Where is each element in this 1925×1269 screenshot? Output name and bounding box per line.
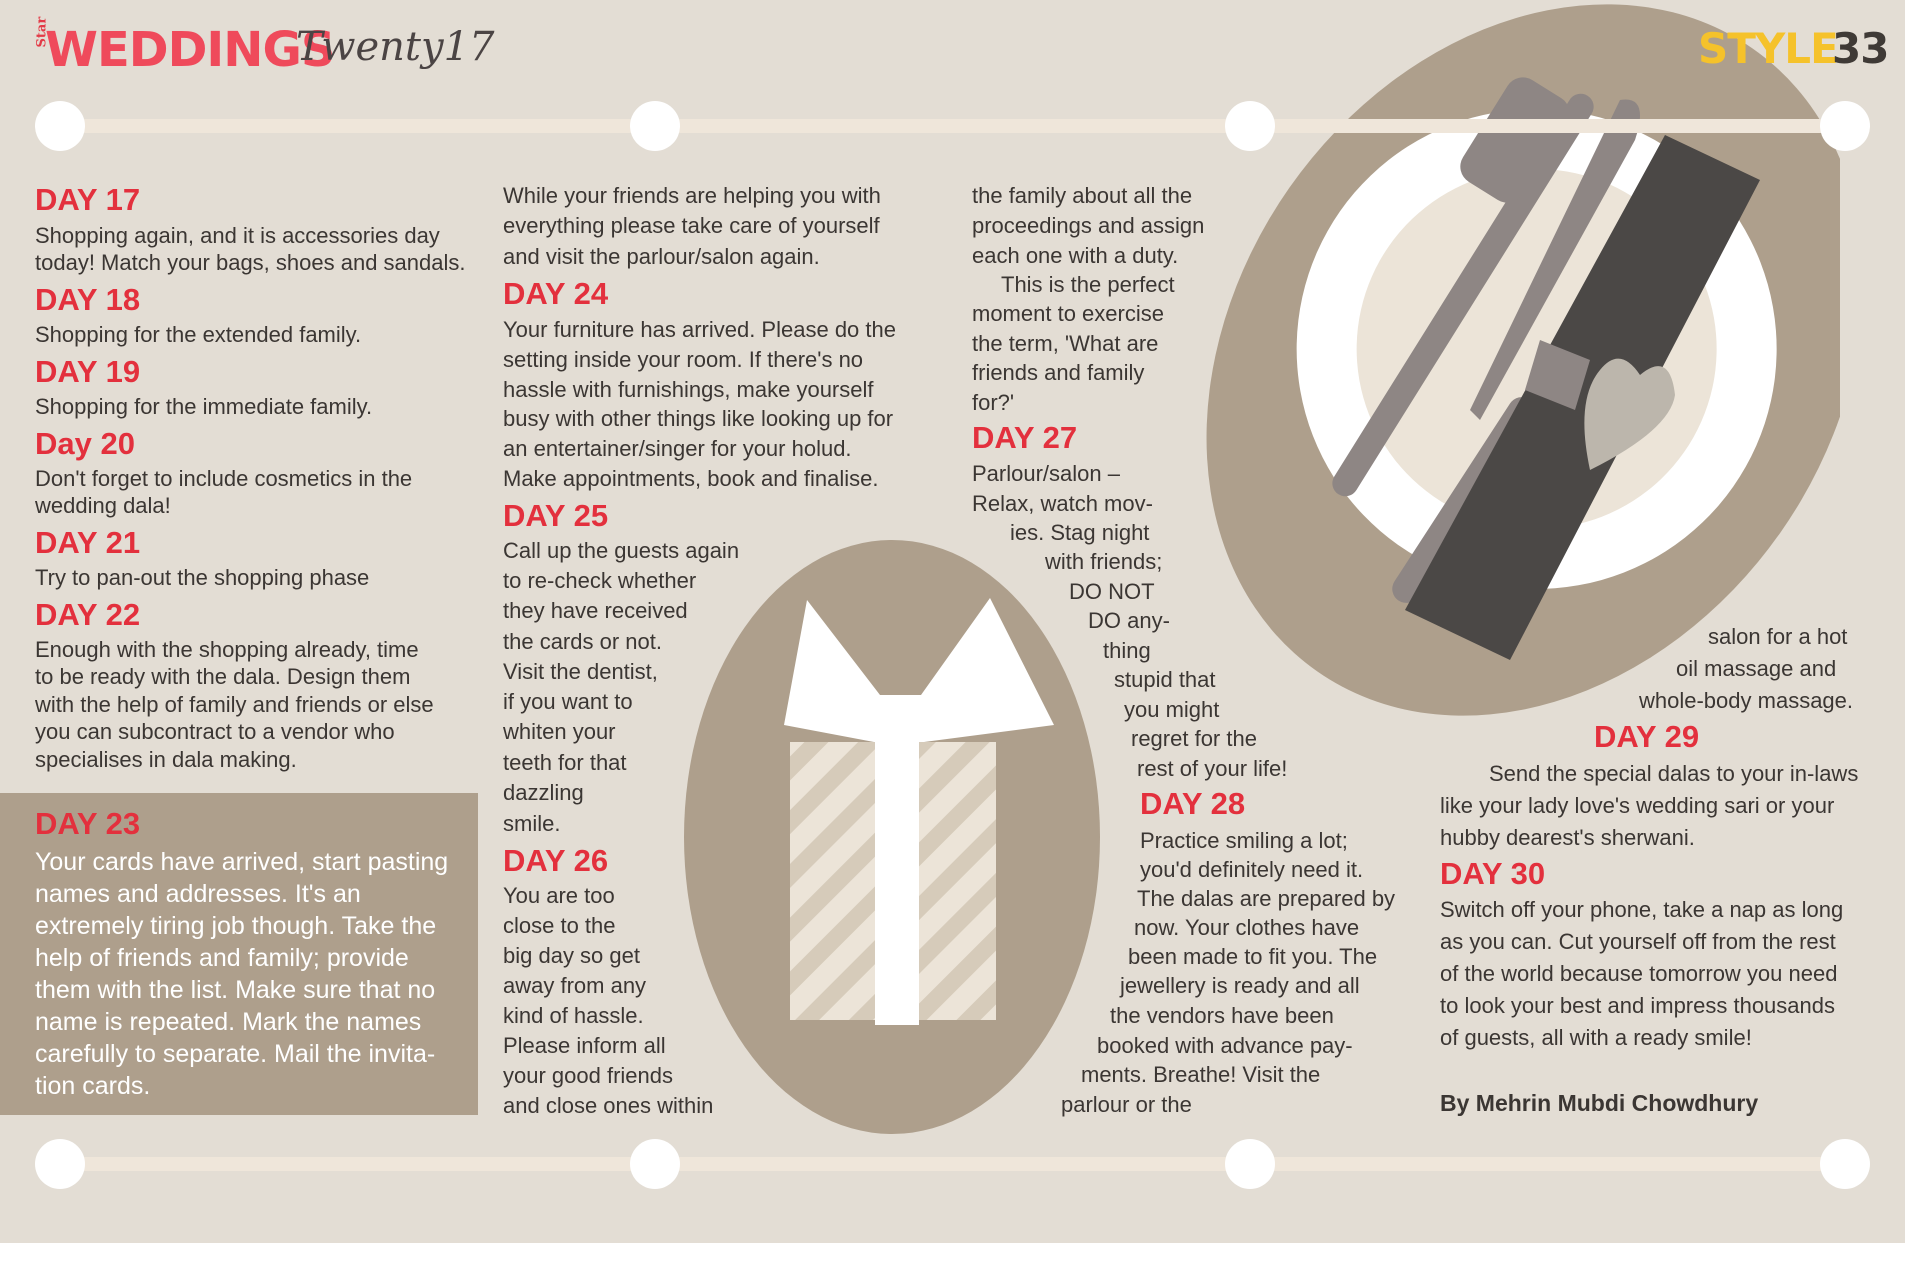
day-22-heading: DAY 22 [35, 597, 141, 632]
day-28-text: been made to fit you. The [1128, 944, 1378, 969]
day-19-text: Shopping for the immediate family. [35, 394, 373, 419]
day-27-text: Relax, watch mov- [972, 491, 1153, 516]
day-24-text: Make appointments, book and finalise. [503, 466, 879, 491]
day-17-text: today! Match your bags, shoes and sandals. [35, 250, 466, 275]
day-26-continued-text: the family about all the [972, 183, 1193, 208]
day-23-text: carefully to separate. Mail the invita- [35, 1040, 436, 1068]
masthead-title: WEDDINGS [45, 22, 335, 78]
day-19-heading: DAY 19 [35, 354, 141, 389]
day-28-text: you'd definitely need it. [1140, 857, 1364, 882]
day-25-text: they have received [503, 598, 688, 623]
day-24-text: busy with other things like looking up for [503, 406, 894, 431]
day-26-text: your good friends [503, 1063, 673, 1088]
day-23-continued-text: and visit the parlour/salon again. [503, 244, 820, 269]
bottom-divider-dot [1820, 1139, 1870, 1189]
day-23-text: tion cards. [35, 1072, 151, 1100]
day-26-heading: DAY 26 [503, 843, 609, 878]
day-17-heading: DAY 17 [35, 182, 141, 217]
day-28-continued-text: whole-body massage. [1639, 688, 1854, 713]
day-30-text: of guests, all with a ready smile! [1440, 1025, 1752, 1050]
day-27-heading: DAY 27 [972, 420, 1078, 455]
day-26-continued-text: friends and family [972, 360, 1145, 385]
day-23-text: name is repeated. Mark the names [35, 1008, 422, 1036]
day-23-continued-text: everything please take care of yourself [503, 213, 880, 238]
masthead-star: Star [34, 16, 50, 48]
day-29-text: hubby dearest's sherwani. [1440, 825, 1695, 850]
day-21-text: Try to pan-out the shopping phase [35, 565, 370, 590]
day-25-text: teeth for that [503, 750, 627, 775]
day-28-text: the vendors have been [1110, 1003, 1334, 1028]
day-17-text: Shopping again, and it is accessories day [35, 223, 440, 248]
top-divider-dot [630, 101, 680, 151]
day-26-continued-text: proceedings and assign [972, 213, 1205, 238]
day-20-heading: Day 20 [35, 426, 135, 461]
day-24-text: Your furniture has arrived. Please do the [503, 317, 896, 342]
day-25-text: whiten your [503, 719, 616, 744]
day-22-text: to be ready with the dala. Design them [35, 664, 411, 689]
top-divider-dot [1820, 101, 1870, 151]
bottom-divider-dot [1225, 1139, 1275, 1189]
day-25-text: the cards or not. [503, 629, 662, 654]
day-25-text: Visit the dentist, [503, 659, 658, 684]
day-25-text: to re-check whether [503, 568, 697, 593]
day-26-continued-text: moment to exercise [972, 301, 1164, 326]
day-28-text: Practice smiling a lot; [1140, 828, 1348, 853]
day-30-heading: DAY 30 [1440, 856, 1546, 891]
day-29-text: Send the special dalas to your in-laws [1489, 761, 1859, 786]
day-26-continued-text: each one with a duty. [972, 243, 1179, 268]
day-22-text: with the help of family and friends or else [35, 692, 434, 717]
day-23-text: names and addresses. It's an [35, 880, 361, 908]
day-25-text: dazzling [503, 780, 584, 805]
day-24-text: setting inside your room. If there's no [503, 347, 864, 372]
day-26-text: away from any [503, 973, 647, 998]
day-28-text: ments. Breathe! Visit the [1081, 1062, 1321, 1087]
day-27-text: rest of your life! [1137, 756, 1288, 781]
day-25-heading: DAY 25 [503, 498, 609, 533]
day-30-text: as you can. Cut yourself off from the rest [1440, 929, 1836, 954]
day-18-heading: DAY 18 [35, 282, 141, 317]
top-divider [60, 119, 1845, 133]
day-22-text: you can subcontract to a vendor who [35, 719, 395, 744]
day-23-continued-text: While your friends are helping you with [503, 183, 881, 208]
day-22-text: Enough with the shopping already, time [35, 637, 419, 662]
page-edge [1905, 0, 1925, 1269]
day-26-text: Please inform all [503, 1033, 666, 1058]
day-30-text: Switch off your phone, take a nap as long [1440, 897, 1844, 922]
day-28-continued-text: salon for a hot [1708, 624, 1848, 649]
day-27-text: thing [1103, 638, 1151, 663]
day-23-text: extremely tiring job though. Take the [35, 912, 437, 940]
day-25-text: if you want to [503, 689, 633, 714]
day-27-text: regret for the [1131, 726, 1257, 751]
day-28-text: now. Your clothes have [1134, 915, 1360, 940]
day-30-text: to look your best and impress thousands [1440, 993, 1836, 1018]
day-20-text: Don't forget to include cosmetics in the [35, 466, 413, 491]
day-21-heading: DAY 21 [35, 525, 141, 560]
day-28-text: jewellery is ready and all [1120, 973, 1360, 998]
day-23-heading: DAY 23 [35, 806, 141, 841]
day-30-text: of the world because tomorrow you need [1440, 961, 1838, 986]
day-28-text: The dalas are prepared by [1137, 886, 1396, 911]
day-28-text: parlour or the [1061, 1092, 1192, 1117]
day-23-text: them with the list. Make sure that no [35, 976, 436, 1004]
day-23-text: Your cards have arrived, start pasting [35, 848, 449, 876]
page-number: 33 [1832, 24, 1889, 73]
day-25-text: Call up the guests again [503, 538, 740, 563]
day-29-heading: DAY 29 [1594, 719, 1700, 754]
day-24-text: an entertainer/singer for your holud. [503, 436, 852, 461]
day-20-text: wedding dala! [35, 493, 171, 518]
masthead-script: Twenty17 [296, 24, 495, 70]
day-25-text: smile. [503, 811, 561, 836]
day-26-continued-text: This is the perfect [1001, 272, 1175, 297]
day-24-heading: DAY 24 [503, 276, 609, 311]
top-divider-dot [1225, 101, 1275, 151]
day-26-text: kind of hassle. [503, 1003, 644, 1028]
top-divider-dot [35, 101, 85, 151]
author-byline: By Mehrin Mubdi Chowdhury [1440, 1090, 1759, 1116]
day-28-text: booked with advance pay- [1097, 1033, 1353, 1058]
day-22-text: specialises in dala making. [35, 747, 297, 772]
day-27-text: DO NOT [1069, 579, 1155, 604]
day-27-text: stupid that [1114, 667, 1216, 692]
day-29-text: like your lady love's wedding sari or your [1440, 793, 1835, 818]
day-28-heading: DAY 28 [1140, 786, 1246, 821]
day-27-text: DO any- [1088, 608, 1170, 633]
section-label: STYLE [1698, 24, 1838, 73]
day-18-text: Shopping for the extended family. [35, 322, 362, 347]
day-27-text: Parlour/salon – [972, 461, 1120, 486]
day-27-text: ies. Stag night [1010, 520, 1150, 545]
day-23-text: help of friends and family; provide [35, 944, 409, 972]
gift-box-illustration [684, 540, 1104, 1135]
bottom-divider-dot [630, 1139, 680, 1189]
day-26-text: and close ones within [503, 1093, 714, 1118]
day-27-text: you might [1124, 697, 1220, 722]
day-26-continued-text: for?' [972, 390, 1015, 415]
day-24-text: hassle with furnishings, make yourself [503, 377, 874, 402]
day-27-text: with friends; [1045, 549, 1163, 574]
bottom-divider-dot [35, 1139, 85, 1189]
day-26-continued-text: the term, 'What are [972, 331, 1159, 356]
day-26-text: You are too [503, 883, 615, 908]
day-28-continued-text: oil massage and [1676, 656, 1837, 681]
day-26-text: close to the [503, 913, 616, 938]
day-26-text: big day so get [503, 943, 640, 968]
bottom-divider [60, 1157, 1845, 1171]
